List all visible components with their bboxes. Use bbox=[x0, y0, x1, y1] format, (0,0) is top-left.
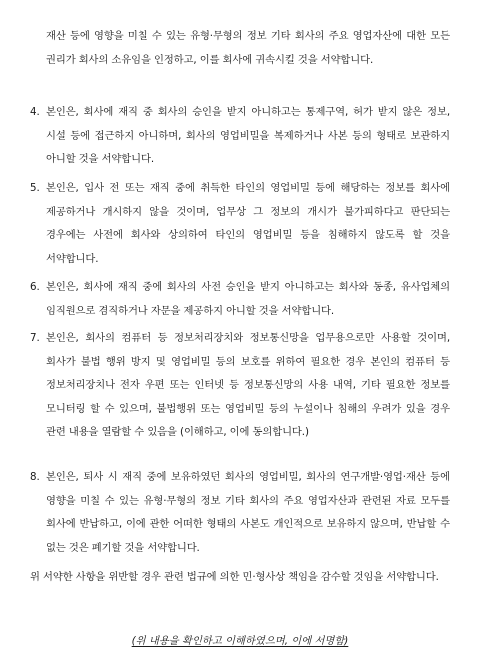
clause-number: 8. bbox=[30, 471, 40, 483]
continued-paragraph bbox=[46, 25, 450, 72]
clause-text: 본인은, 회사의 컴퓨터 등 정보처리장치와 정보통신망을 업무용으로만 사용할 것이며, 회사가 불법 행위 방지 및 영업비밀 등의 보호를 위하여 필요한 경우 본인의 컴퓨터 등 정보처리장치나 전자 우편 또는 인터넷 등 정보통신망의 사용 내역, 기타 필요한 정보를 모니터링 할 수 있으며, 불법행위 또는 영업비밀 등의 누설이나 침해의 우려가 있을 경우 관련 내용을 열람할 수 있음을 (이해하고, 이에 동의합니다.) bbox=[46, 332, 450, 438]
clause-text: 본인은, 회사에 재직 중에 회사의 사전 승인을 받지 아니하고는 회사와 동종, 유사업체의 임직원으로 겸직하거나 자문을 제공하지 아니할 것을 서약합니다. bbox=[46, 281, 450, 317]
clause-number: 5. bbox=[30, 182, 40, 194]
signature-note: (위 내용을 확인하고 이해하였으며, 이에 서명함) bbox=[131, 635, 349, 647]
clause-text: 본인은, 입사 전 또는 재직 중에 취득한 타인의 영업비밀 등에 해당하는 정보를 회사에 제공하거나 개시하지 않을 것이며, 업무상 그 정보의 개시가 불가피하다고 판단되는 경우에는 사전에 회사와 상의하여 타인의 영업비밀 등을 침해하지 않도록 할 것을 서약합니다. bbox=[46, 182, 450, 265]
clause-number: 7. bbox=[30, 332, 40, 344]
clause-5 bbox=[30, 177, 450, 271]
clause-text: 본인은, 퇴사 시 재직 중에 보유하였던 회사의 영업비밀, 회사의 연구개발·영업·재산 등에 영향을 미칠 수 있는 유형·무형의 정보 기타 회사의 주요 영업자산과 관련된 자료 모두를 회사에 반납하고, 이에 관한 어떠한 형태의 사본도 개인적으로 보유하지 않으며, 반납할 수 없는 것은 폐기할 것을 서약합니다. bbox=[46, 471, 450, 554]
closing-text: 위 서약한 사항을 위반할 경우 관련 법규에 의한 민·형사상 책임을 감수할 것임을 서약합니다. bbox=[30, 571, 439, 583]
continued-paragraph-text: 재산 등에 영향을 미칠 수 있는 유형·무형의 정보 기타 회사의 주요 영업자산에 대한 모든 권리가 회사의 소유임을 인정하고, 이를 회사에 귀속시킬 것을 서약합니다. bbox=[46, 30, 450, 66]
closing-paragraph bbox=[18, 566, 450, 590]
clause-6 bbox=[30, 276, 450, 323]
clause-7 bbox=[30, 327, 450, 445]
clause-8 bbox=[30, 466, 450, 560]
clause-number: 4. bbox=[30, 106, 40, 118]
clause-4 bbox=[30, 101, 450, 172]
clause-text: 본인은, 회사에 재직 중 회사의 승인을 받지 아니하고는 통제구역, 허가 받지 않은 정보, 시설 등에 접근하지 아니하며, 회사의 영업비밀을 복제하거나 사본 등의 형태로 보관하지 아니할 것을 서약합니다. bbox=[46, 106, 450, 165]
clause-number: 6. bbox=[30, 281, 40, 293]
